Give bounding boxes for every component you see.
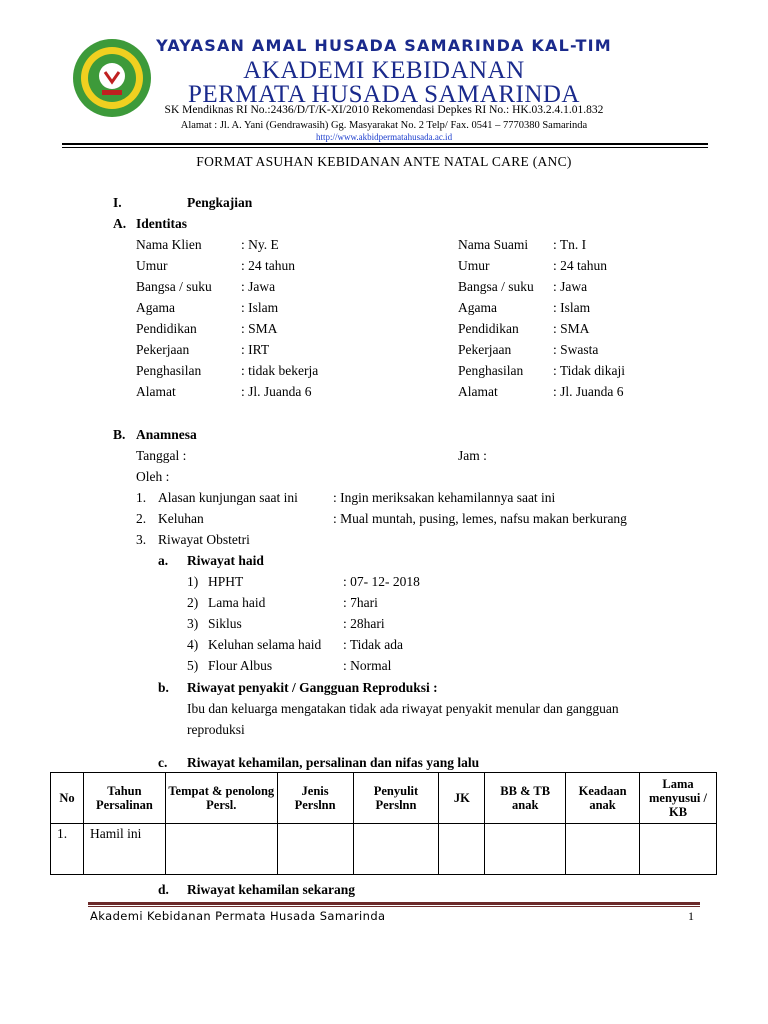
column-header: Tempat & penolong Persl. <box>165 773 277 824</box>
table-cell: 1. <box>51 824 84 875</box>
header-divider-thin <box>62 147 708 148</box>
table-cell <box>439 824 485 875</box>
section-title: Pengkajian <box>187 195 253 210</box>
subsection-title: Anamnesa <box>136 427 197 442</box>
document-title: FORMAT ASUHAN KEBIDANAN ANTE NATAL CARE (ANC) <box>196 154 572 169</box>
address: Alamat : Jl. A. Yani (Gendrawasih) Gg. Masyarakat No. 2 Telp/ Fax. 0541 – 7770380 Samarinda <box>180 120 588 131</box>
suami-value: : Islam <box>553 300 591 315</box>
suami-label: Agama <box>458 300 497 315</box>
table-cell <box>277 824 353 875</box>
table-cell <box>485 824 566 875</box>
table-cell <box>353 824 439 875</box>
footer-divider <box>88 902 700 905</box>
haid-value: : Tidak ada <box>343 637 404 652</box>
klien-label: Penghasilan <box>136 363 202 378</box>
column-header: Keadaan anak <box>566 773 640 824</box>
table-cell <box>640 824 717 875</box>
penyakit-text: Ibu dan keluarga mengatakan tidak ada riwayat penyakit menular dan gangguan <box>187 701 619 716</box>
klien-value: : Jawa <box>241 279 276 294</box>
sub-item-title: Riwayat kehamilan, persalinan dan nifas yang lalu <box>187 755 480 770</box>
footer-institution: Akademi Kebidanan Permata Husada Samarinda <box>90 909 386 923</box>
item-label: Riwayat Obstetri <box>158 532 250 547</box>
haid-label: Keluhan selama haid <box>208 637 322 652</box>
suami-label: Penghasilan <box>458 363 524 378</box>
jam-field: Jam : <box>458 448 487 463</box>
klien-value: : tidak bekerja <box>241 363 319 378</box>
klien-label: Agama <box>136 300 175 315</box>
sub-item-title: Riwayat kehamilan sekarang <box>187 882 356 897</box>
penyakit-text: reproduksi <box>187 722 245 737</box>
haid-label: HPHT <box>208 574 244 589</box>
klien-label: Umur <box>136 258 168 273</box>
haid-value: : 07- 12- 2018 <box>343 574 420 589</box>
foundation-name: YAYASAN AMAL HUSADA SAMARINDA KAL-TIM <box>156 36 612 55</box>
item-number: 2. <box>136 511 147 526</box>
klien-label: Pendidikan <box>136 321 197 336</box>
table-cell <box>566 824 640 875</box>
klien-value: : Jl. Juanda 6 <box>241 384 312 399</box>
suami-label: Bangsa / suku <box>458 279 534 294</box>
klien-value: : Ny. E <box>241 237 279 252</box>
klien-label: Pekerjaan <box>136 342 190 357</box>
column-header: No <box>51 773 84 824</box>
footer-divider-thin <box>88 906 700 907</box>
haid-value: : 7hari <box>343 595 378 610</box>
haid-number: 1) <box>187 574 199 589</box>
table-header-row <box>51 773 717 824</box>
subsection-number: B. <box>113 427 126 442</box>
klien-label: Alamat <box>136 384 176 399</box>
haid-label: Lama haid <box>208 595 266 610</box>
item-number: 1. <box>136 490 147 505</box>
column-header: BB & TB anak <box>485 773 566 824</box>
table-row <box>51 824 717 875</box>
item-value: : Mual muntah, pusing, lemes, nafsu makan berkurang <box>333 511 627 526</box>
subsection-title: Identitas <box>136 216 188 231</box>
subsection-number: A. <box>113 216 127 231</box>
suami-label: Nama Suami <box>458 237 529 252</box>
header-divider <box>62 143 708 145</box>
klien-value: : IRT <box>241 342 270 357</box>
sub-item-letter: a. <box>158 553 169 568</box>
sub-item-title: Riwayat haid <box>187 553 264 568</box>
suami-value: : Tn. I <box>553 237 587 252</box>
oleh-field: Oleh : <box>136 469 170 484</box>
haid-value: : 28hari <box>343 616 385 631</box>
klien-value: : Islam <box>241 300 279 315</box>
haid-label: Siklus <box>208 616 242 631</box>
table-cell <box>165 824 277 875</box>
table-cell: Hamil ini <box>83 824 165 875</box>
pregnancy-history-table <box>50 772 717 875</box>
suami-label: Pekerjaan <box>458 342 512 357</box>
item-number: 3. <box>136 532 147 547</box>
haid-label: Flour Albus <box>208 658 273 673</box>
suami-label: Pendidikan <box>458 321 519 336</box>
suami-label: Umur <box>458 258 490 273</box>
column-header: Jenis Perslnn <box>277 773 353 824</box>
sub-item-letter: d. <box>158 882 169 897</box>
suami-value: : Tidak dikaji <box>553 363 626 378</box>
klien-label: Bangsa / suku <box>136 279 212 294</box>
sub-item-title: Riwayat penyakit / Gangguan Reproduksi : <box>187 680 438 695</box>
suami-value: : Swasta <box>553 342 599 357</box>
page-number: 1 <box>688 909 694 923</box>
klien-value: : SMA <box>241 321 278 336</box>
haid-number: 4) <box>187 637 199 652</box>
item-label: Alasan kunjungan saat ini <box>158 490 298 505</box>
suami-value: : Jl. Juanda 6 <box>553 384 624 399</box>
haid-number: 3) <box>187 616 199 631</box>
suami-label: Alamat <box>458 384 498 399</box>
suami-value: : 24 tahun <box>553 258 607 273</box>
academy-name-2: PERMATA HUSADA SAMARINDA <box>187 81 580 108</box>
haid-number: 5) <box>187 658 199 673</box>
column-header: Tahun Persalinan <box>83 773 165 824</box>
klien-label: Nama Klien <box>136 237 202 252</box>
tanggal-field: Tanggal : <box>136 448 187 463</box>
sub-item-letter: b. <box>158 680 169 695</box>
item-value: : Ingin meriksakan kehamilannya saat ini <box>333 490 556 505</box>
suami-value: : SMA <box>553 321 590 336</box>
haid-number: 2) <box>187 595 199 610</box>
section-number: I. <box>113 195 122 210</box>
column-header: Lama menyusui / KB <box>640 773 717 824</box>
item-label: Keluhan <box>158 511 204 526</box>
sk-number: SK Mendiknas RI No.:2436/D/T/K-XI/2010 Rekomendasi Depkes RI No.: HK.03.2.4.1.01.832 <box>164 104 604 116</box>
academy-name: AKADEMI KEBIDANAN <box>243 57 525 84</box>
column-header: Penyulit Perslnn <box>353 773 439 824</box>
haid-value: : Normal <box>343 658 392 673</box>
website-link[interactable]: http://www.akbidpermatahusada.ac.id <box>315 132 453 142</box>
klien-value: : 24 tahun <box>241 258 295 273</box>
column-header: JK <box>439 773 485 824</box>
sub-item-letter: c. <box>158 755 168 770</box>
suami-value: : Jawa <box>553 279 588 294</box>
